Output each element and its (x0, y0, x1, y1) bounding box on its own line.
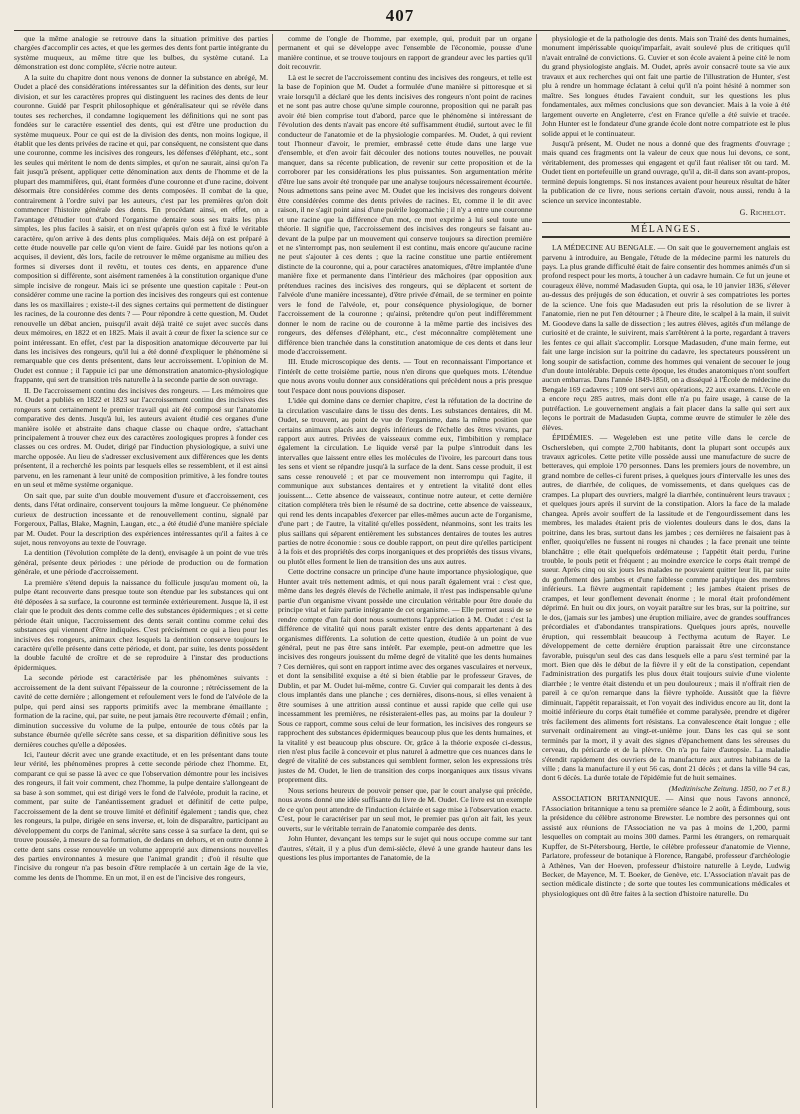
column-divider (536, 34, 537, 1108)
paragraph: Jusqu'à présent, M. Oudet ne nous a donné que des fragments d'ouvrage ; mais quand ces fragments ont la valeur de ceux que nous lui devons, ce sont, véritablement, des promesses qui engagent et qu'il faut réaliser tôt ou tard. M. Oudet tient en portefeuille un grand ouvrage, qu'il a, dit-il dans son avant-propos, terminé depuis longtemps. Si nos instances avaient pour heureux résultat de hâter la publication de ce livre, nous serions certain d'avoir, nous aussi, rendu à la science un service incontestable. (542, 138, 790, 205)
paragraph: Là est le secret de l'accroissement continu des incisives des rongeurs, et telle est la base de l'opinion que M. Oudet a formulée d'une manière si pittoresque et si vraie lorsqu'il a déclaré que les dents incisives des rongeurs n'ont point de racines et ne sont pas autre chose qu'une simple couronne, proposition qui ne paraît pas avoir été bien comprise tout d'abord, parce que le phénomène si intéressant de l'évolution des dents n'avait pas encore été suffisamment étudié, surtout avec le fil conducteur de l'anatomie et de la physiologie comparées. M. Oudet, à qui revient tout l'honneur d'avoir, le premier, embrassé cette étude dans une large vue d'ensemble, et d'en avoir fait découler des notions toutes nouvelles, ne pouvait manquer, dans sa récente publication, de revenir sur cette proposition et de la corroborer par les considérations les plus puissantes. Son argumentation mérite d'être lue sans avoir été tronquée par une analyse toujours nécessairement écourtée. Nous admettons sans peine avec M. Oudet que les incisives des rongeurs doivent être considérées comme des dents privées de racines. Et, comme il le dit avec raison, il ne s'agit point ainsi d'une puérile logomachie ; il n'y a entre une couronne et une racine que la différence d'un mot, ce mot exprime à lui seul toute une théorie. Il signifie que, l'accroissement des incisives des rongeurs se faisant au-devant de la pulpe par un mouvement qui conserve toujours sa direction première et ne s'interrompt pas, non seulement il est continu, mais encore qu'aucune racine ne peut s'ajouter à ces dents ; que la racine constitue une partie entièrement distincte de la couronne, qui a, pour caractères anatomiques, d'être implantée d'une manière fixe et permanente dans l'intérieur des mâchoires (par opposition aux prétendues racines des incisives des rongeurs, qui se déplacent et sortent de l'alvéole d'une manière incessante), d'être privée d'émail, de se terminer en pointe vers le fond de l'alvéole, et, pour conséquence physiologique, de borner l'accroissement de la couronne ; qu'ainsi, prétendre qu'on peut indifféremment donner le nom de racine ou de couronne à la même partie des incisives des rongeurs, des défenses d'éléphant, etc., c'est méconnaître complètement une différence bien tranchée dans la constitution anatomique de ces dents et dans leur mode d'accroissement. (278, 72, 532, 356)
citation: (Medizinische Zeitung. 1850, no 7 et 8.) (668, 783, 790, 793)
paragraph: III. Etude microscopique des dents. — Tout en reconnaissant l'importance et l'intérêt de cette troisième partie, nous n'en dirons que quelques mots. L'étendue que nous avons voulu donner aux considérations qui précèdent nous a pris presque tout l'espace dont nous pouvions disposer. (278, 357, 532, 395)
page-number: 407 (385, 6, 415, 25)
paragraph: comme de l'ongle de l'homme, par exemple, qui, produit par un organe permanent et qui se développe avec l'ensemble de l'économie, pousse d'une manière continue, et se trouve toujours en rapport de grandeur avec les parties qu'il doit recouvrir. (278, 34, 532, 72)
paragraph: II. De l'accroissement continu des incisives des rongeurs. — Les mémoires que M. Oudet a publiés en 1822 et 1823 sur l'accroissement continu des incisives des rongeurs sont certainement le premier travail qui ait été composé sur l'anatomie comparative des dents. Jusqu'à lui, les auteurs avaient étudié ces organes d'une manière isolée et abstraite dans chaque classe ou chaque ordre, s'attachant principalement à trouver chez eux des caractères zoologiques propres à fonder ces classes ou ces ordres. M. Oudet, dirigé par l'induction physiologique, a suivi une marche opposée. Au lieu de s'adresser exclusivement aux différences que les dents présentent, il a recherché les points par lesquels elles se ressemblent, et il est ainsi parvenu, en les ramenant à leur unité de composition primitive, à les fondre toutes en un seul et même système organique. (14, 385, 268, 490)
paragraph: La dentition (l'évolution complète de la dent), envisagée à un point de vue très général, présente deux périodes : une période de production ou de formation générale, et une période d'accroissement. (14, 548, 268, 577)
section-title: MÉLANGES. (630, 223, 702, 235)
paragraph: Nous serions heureux de pouvoir penser que, par le court analyse qui précède, nous avons donné une idée suffisante du livre de M. Oudet. Ce livre est un exemple de ce qu'on peut attendre de l'induction éclairée et sage mise à l'observation exacte. C'est, pour le caractériser par un seul mot, le premier pas qu'on ait fait, les yeux ouverts, sur le véritable terrain de l'anatomie comparée des dents. (278, 785, 532, 833)
paragraph: que la même analogie se retrouve dans la situation primitive des parties chargées d'accomplir ces actes, et que les germes des dents font partie intégrante du système muqueux, au même titre que les bulbes, du système cutané. La démonstration est donc complète, s'écrie notre auteur. (14, 34, 268, 72)
column-2 (278, 34, 532, 1108)
paragraph: Ici, l'auteur décrit avec une grande exactitude, et en les présentant dans toute leur vérité, les phénomènes propres à cette seconde période chez l'homme. Et, comparant ce qui se passe là avec ce que l'observation démontre pour les incisives des rongeurs, il fait voir comment, chez l'homme, la pulpe dentaire s'allongeant de sa base à son sommet, qui est dirigé vers le fond de l'alvéole, produit la racine, et comment, par suite de l'anéantissement graduel et définitif de cette pulpe, l'accroissement de la dent se trouve limité et définitif également ; tandis que, chez les rongeurs, la pulpe, dirigée en sens inverse, et, loin de disparaître, participant au développement du corps de l'animal, sécrète sans cesse à sa surface la dent, qui se trouve poussée, à mesure de sa formation, de dedans en dehors, et en outre donne à cette dent sans cesse renouvelée un volume approprié aux dimensions nouvelles des parties environnantes à mesure que l'animal grandit ; d'où il résulte que l'incisive du rongeur n'a pas besoin d'être remplacée à un certain âge de la vie, comme les dents de l'homme. En un mot, il en est de l'incisive des rongeurs, (14, 749, 268, 882)
column-3 (542, 34, 790, 1108)
header-rule (14, 30, 786, 31)
paragraph: Cette doctrine consacre un principe d'une haute importance physiologique, que Hunter avait très nettement admis, et qui nous paraît également vrai : c'est que, même dans les degrés élevés de l'échelle animale, il n'est pas indispensable qu'une partie d'un organisme vivant possède une circulation véritable pour être douée du principe vital et faire partie intégrante de cet organisme. — Elle permet aussi de se rendre compte d'un fait dont nous soumettons l'appréciation à M. Oudet : c'est la différence de vitalité qui nous paraît exister entre des dents appartenant à des organismes différents. La solution de cette question, étudiée à un point de vue général, peut ne pas être sans intérêt. Par exemple, peut-on admettre que les incisives des rongeurs jouissent du même degré de vitalité que les dents humaines ? Ces dernières, qui sont en rapport intime avec des organes vasculaires et nerveux, et dont la sensibilité exquise a été si bien établie par le professeur Graves, de Dublin, et par M. Oudet lui-même, contre G. Cuvier qui comparait les dents à des clous implantés dans une planche ; ces dernières, disons-nous, si elles venaient à être soumises à une attrition aussi continue et aussi rapide que celle qui use incessamment les premières, ne résisteraient-elles pas, au moins par la douleur ? Sous ce rapport, comme sous celui de leur formation, les incisives des rongeurs se rapprochent des substances épidermiques beaucoup plus que les dents humaines, et la vitalité y est beaucoup plus obscure. Or, grâce à la théorie exposée ci-dessus, rien n'est plus facile à concevoir et plus naturel à admettre que ces nuances dans le degré de vitalité de ces substances qui semblent former, selon les expressions très justes de M. Oudet, le lien de transition des corps inorganiques aux tissus vivans proprement dits. (278, 567, 532, 785)
paragraph: physiologie et de la pathologie des dents. Mais son Traité des dents humaines, monument impérissable quoiqu'imparfait, avait soulevé plus de critiques qu'il n'avait entraîné de convictions. G. Cuvier et son école avaient à peine cité le nom du grand physiologiste anglais. M. Oudet, après avoir consacré toute sa vie aux travaux et aux recherches qui ont fait une partie de l'illustration de Hunter, s'est plu à rendre un hommage éclatant à celui qu'il n'a point hésité à nommer son maître. Ses longues études l'avaient conduit, sur les questions les plus fondamentales, aux mêmes conclusions que son devancier. Mais à la voie à été largement ouverte en Angleterre, c'est en France qu'elle a été suivie et tracée. John Hunter est le fondateur d'une grande école dont notre compatriote est le plus solide appui et le continuateur. (542, 34, 790, 138)
column-1 (14, 34, 268, 1108)
paragraph: John Hunter, devançant les temps sur le sujet qui nous occupe comme sur tant d'autres, s'était, il y a plus d'un demi-siècle, élevé à une grande hauteur dans les questions les plus importantes de l'anatomie, de la (278, 834, 532, 862)
paragraph: LA MÉDECINE AU BENGALE. — On sait que le gouvernement anglais est parvenu à introduire, au Bengale, l'étude de la médecine parmi les naturels du pays. La plus grande difficulté était de faire consentir des hommes animés d'un si profond respect pour les morts, à toucher à un cadavre humain. Ce fut un jeune et courageux élève, nommé Madasuden Gupta, qui osa, le 10 janvier 1836, s'élever au-dessus des préjugés de son éducation, et ouvrir à ses compatriotes les portes de la science. Une fois que Madasuden eut pris la résolution de se livrer à l'anatomie, rien ne put l'en détourner ; à l'heure dite, le scalpel à la main, il suivit M. Goodeve dans la salle de dissection ; les autres élèves, agités d'un mélange de curiosité et de crainte, le suivirent, mais s'arrêtèrent à la porte, regardant à travers les fentes ce qui allait s'accomplir. Lorsque Madasuden, d'une main ferme, eut fait une large incision sur la poitrine du cadavre, les spectateurs poussèrent un long soupir de satisfaction, comme des hommes qui venaient de secouer le joug d'un doute intolérable. Depuis cette époque, les études anatomiques n'ont souffert aucun embarras. Dans l'année 1849-1850, on a disséqué à l'École de médecine du Bengale 169 cadavres ; 109 ont servi aux opérations, 22 aux examens. L'école en a encore reçu 285 autres, mais dont elle n'a pu faire usage, à cause de la putréfaction. Le gouvernement anglais a fait placer dans la salle qui sert aux leçons le portrait de Madasuden Gupta, comme œuvre de stimuler le zèle des élèves. (542, 243, 790, 432)
section-rule (542, 236, 790, 238)
column-divider (272, 34, 273, 1108)
paragraph: L'idée qui domine dans ce dernier chapitre, c'est la réfutation de la doctrine de la circulation vasculaire dans le tissu des dents. Les substances dentaires, dit M. Oudet, se trouvent, au point de vue de l'organisme, dans la même position que certains animaux placés aux degrés inférieurs de l'échelle des êtres vivants, par rapport aux autres. Privées de vaisseaux comme eux, l'imbibition y remplace également la circulation. Le liquide versé par la pulpe s'introduit dans les intervalles que laissent entre elles les molécules de l'ivoire, les parcourt dans tous les sens et vient se répandre jusqu'à la surface de la dent. Sans cesse produit, il est sans cesse renouvelé ; et par ce mouvement non interrompu qui l'agite, il communique aux substances dentaires et y entretient la vitalité dont elles jouissent.... Cette absence de vaisseaux, continue notre auteur, et cette dernière citation complétera très bien le résumé de sa doctrine, cette absence de vaisseaux, qui rend les dents incapables d'exercer par elles-mêmes aucun acte de l'organisme, d'une part ; de l'autre, la vitalité qu'elles possèdent, néanmoins, sont les traits les plus saillans qui séparent entièrement les substances dentaires de toutes les autres parties de notre économie : sous ce double rapport, on peut dire qu'elles participent à la fois et des propriétés des corps inorganiques et des propriétés des tissus vivans, ou plutôt elles forment le lien de transition des uns aux autres. (278, 396, 532, 566)
paragraph: On sait que, par suite d'un double mouvement d'usure et d'accroissement, ces dents, dans l'état ordinaire, conservent toujours la même longueur. Ce phénomène curieux de destruction incessante et de renouvellement continu, signalé par Forgeroux, Pallas, Blake, Magnin, Laugan, etc., a été étudié d'une manière spéciale par M. Oudet. Pour la description des expériences intéressantes qu'il a faites à ce sujet, nous renvoyons au texte de l'ouvrage. (14, 490, 268, 548)
paragraph: La première s'étend depuis la naissance du follicule jusqu'au moment où, la pulpe étant recouverte dans presque toute son étendue par les substances qui ont été déposées à sa surface, la couronne est terminée extérieurement. Jusque là, il est clair que le produit des dents comme celle des substances épidermiques ; et si cette période était unique, l'accroissement des dents serait continu comme celui des substances qui viennent d'être indiquées. C'est précisément ce qui a lieu pour les incisives des rongeurs, animaux chez lesquels la dentition conserve toujours le caractère qu'elle présente dans cette période, et dont, par suite, les dents possèdent la double faculté de croître et de se reproduire à l'instar des productions épidermiques. (14, 577, 268, 672)
paragraph: La seconde période est caractérisée par les phénomènes suivants : accroissement de la dent suivant l'épaisseur de la couronne ; rétrécissement de la cavité de cette dernière ; allongement et refoulement vers le fond de l'alvéole de la pulpe, qui perd ainsi ses rapports primitifs avec la membrane émaillante ; formation de la racine, qui, par suite, ne peut jamais être recouverte d'émail ; enfin, diminution successive du volume de la pulpe, entourée de tous côtés par la substance éburnée qu'elle sécrète sans cesse, et sa disparition définitive sous les dernières couches qu'elle a déposées. (14, 673, 268, 749)
paragraph: A la suite du chapitre dont nous venons de donner la substance en abrégé, M. Oudet a placé des considérations intéressantes sur la définition des dents, sur leur division, et sur les caractères propres qui distinguent les racines des dents de leur couronne. Guidé par l'esprit philosophique et généralisateur qui se révèle dans toutes ses recherches, il condamne logiquement les définitions qui ne sont pas fondées sur le caractère essentiel des dents, qui est d'être une production du système muqueux. Pour ce qui est de la division des dents, non moins logique, il établit que les dents privées de racine et qui, par conséquent, ne consistent que dans une couronne, comme les incisives des rongeurs, les défenses d'éléphant, etc., sont les seules qui méritent le nom de dents simples, et qu'on ne saurait, ainsi qu'on l'a fait jusqu'à présent, appliquer cette dénomination aux dents de l'homme et de la plupart des mammifères, qui, étant formées d'une couronne et d'une racine, doivent désormais être considérées comme des dents composées. Il combat de la que, contrairement à l'ordre suivi par les auteurs, c'est par les premières qu'on doit commencer l'histoire générale des dents. En procédant ainsi, en effet, on a l'avantage d'étudier tout d'abord l'organisme dentaire sous ses traits les plus simples, les plus faciles à saisir, et on n'est qu'après qu'on est à fixé le véritable caractère, qu'on arrive à des dents plus compliquées. Mais déjà on est préparé à cette étude nouvelle par celle qu'on vient de faire. Guidé par les notions qu'on a acquises, il devient, dès lors, facile de retrouver le même organisme au milieu des formes si diverses dont il revêtu, et toutes ces dents, en apparence d'une composition si différente, sont aisément ramenées à la constitution organique d'une simple incisive de rongeur. Mais ici se présente une question capitale : Peut-on considérer comme une racine la portion des incisives des rongeurs qui est contenue dans les os maxillaires ; existe-t-il des signes certains qui permettent de distinguer les racines, de la couronne des dents ? — Pour répondre à cette question, M. Oudet renouvelle un débat ancien, puisqu'il avait déjà traité ce sujet avec succès dans deux mémoires, en 1822 et en 1825. Mais il avait à cœur de fixer la science sur ce point intéressant. En effet, c'est par la disposition anatomique découverte par lui dans les incisives des rongeurs, qu'il lui a été donné d'expliquer le phénomène si remarquable que ces dents présentent, dans leur accroissement. L'opinion de M. Oudet est connue ; il l'appuie ici par une démonstration anatomico-physiologique frappante, qui sert de transition très naturelle à la seconde partie de son ouvrage. (14, 72, 268, 385)
paragraph: ASSOCIATION BRITANNIQUE. — Ainsi que nous l'avons annoncé, l'Association britannique a tenu sa première séance le 2 août, à Édimbourg, sous la présidence du célèbre astronome Brewster. Le nombre des personnes qui ont assisté aux réunions de l'Association ne va pas à moins de 1,200, parmi lesquelles on comptait au moins 300 dames. Parmi les étrangers, on remarquait Kupffer, de St-Pétersbourg, Hertle, le célèbre professeur d'anatomie de Vienne, Parlatore, professeur de botanique à Florence, Rangabé, professeur d'archéologie à Athènes, Van der Hoeven, professeur d'histoire naturelle à Leyde, Ludwig Becker, de Mayence, M. T. Boeker, de Genève, etc. L'Association n'avait pas de section médicale distincte ; de sorte que toutes les communications médicales et physiologiques ont dû être faites à la section d'histoire naturelle. Du (542, 794, 790, 898)
paragraph: ÉPIDÉMIES. — Wegeleben est une petite ville dans le cercle de Oschersleben, qui compte 2,700 habitants, dont la plupart sont occupés aux travaux agricoles. Cette petite ville possède aussi une manufacture de sucre de betteraves, qui emploie 170 personnes. Dans les premiers jours de novembre, un grand nombre de celles-ci furent prises, à quelques jours d'intervalle les unes des autres, de diarrhée, de coliques, de vomissements, et dans quelques cas de crampes. La plupart des ouvriers, malgré la diarrhée, continuèrent leurs travaux ; et quelques jours après il survint de la constipation. Alors la face de la malade changea. Après avoir souffert de la lassitude et de l'engourdissement dans les membres, les malades étaient pris de violentes douleurs dans le dos, dans la poitrine, dans les bras, surtout dans les jambes ; ces dernières ne faisaient pas à enfler, quoiqu'elles ne fussent ni rouges ni chaudes ; la face prenait une teinte blanchâtre ; elle était quelquefois œdémateuse ; l'appétit était perdu, l'urine trouble, le pouls petit et fréquent ; au moindre exercice le corps était trempé de sueur. Après cinq ou six jours les malades ne pouvaient quitter leur lit, par suite du gonflement des jambes et d'une faiblesse comme paralytique des membres inférieurs. La fièvre augmentait rapidement ; les jambes étaient prises de crampes, et leur gonflement devenait énorme ; le moral était profondément déprimé. En huit ou dix jours, on voyait paraître sur les bras, sur la poitrine, sur le dos, (jamais sur les jambes) une éruption miliaire, avec de grandes souffrances précordiales et d'abondantes transpirations. Quelques jours après, nouvelle éruption, qui ressemblait beaucoup à l'ecthyma acutum de Rayer. Le développement de cette dernière éruption paraissait être une circonstance favorable, puisqu'un seul des cas dans lesquels elle a paru s'est terminé par la mort. Bien que dès le début de la fièvre il y eût de la constipation, cependant l'administration des purgatifs les plus doux était toujours suivie d'une violente diarrhée ; le ventre était distendu et un peu douloureux ; mais il n'offrait rien de pareil à ce qu'on remarque dans la fièvre typhoïde. Aussitôt que la fièvre diminuait, l'appétit reparaissait, et l'on voyait des individus encore au lit, dont la moitié inférieure du corps était tuméfiée et comme paralysée, prendre et digérer très facilement des aliments fort résistans. La convalescence était longue ; elle survenait ordinairement au vingt-et-unième jour. Dans les cas qui se sont terminés par la mort, il y avait des signes d'épanchement dans les séreuses du cerveau, du péricarde et de la plèvre. On n'a pu faire d'autopsie. La maladie s'étendit rapidement des ouvriers de la manufacture aux autres habitans de la ville ; dans la manufacture il y eut 56 cas, dont 21 décès ; et dans la ville 94 cas, dont 6 décès. La durée totale de l'épidémie fut de huit semaines. (542, 433, 790, 783)
section-rule (542, 222, 790, 223)
author-signature: G. Richelot. (739, 208, 786, 218)
